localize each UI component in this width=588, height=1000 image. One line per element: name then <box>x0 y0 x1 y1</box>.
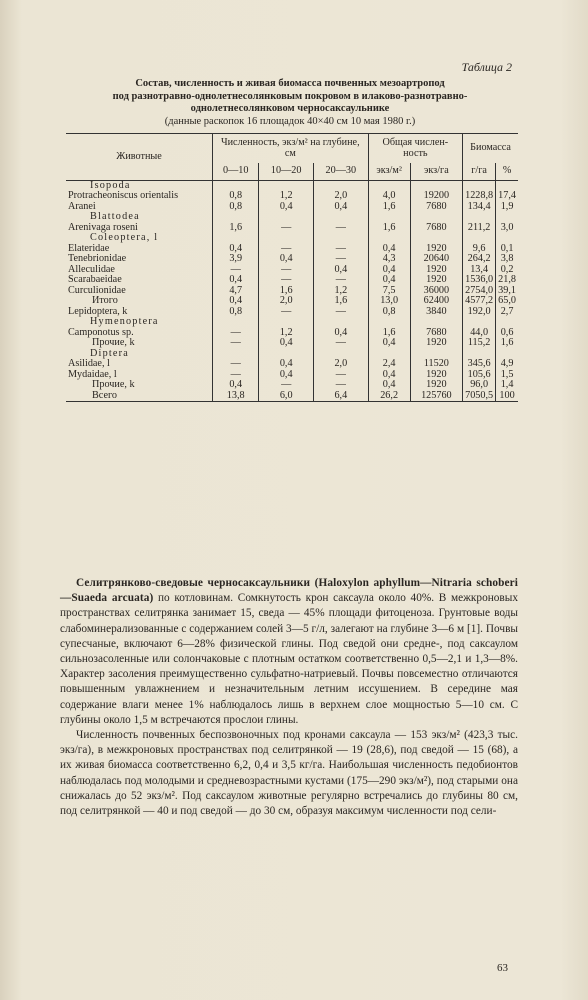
value-cell: — <box>314 338 369 349</box>
value-cell: 13,0 <box>368 296 410 307</box>
value-cell: 20640 <box>410 254 462 265</box>
value-cell: 0,6 <box>496 328 518 339</box>
value-cell: 13,4 <box>463 265 496 276</box>
value-cell <box>410 317 462 328</box>
value-cell: 115,2 <box>463 338 496 349</box>
value-cell: 2,7 <box>496 307 518 318</box>
group-name: Diptera <box>90 347 129 359</box>
taxon-name: Всего <box>66 391 213 402</box>
data-table <box>66 133 518 402</box>
value-cell: 1536,0 <box>463 275 496 286</box>
value-cell <box>259 317 314 328</box>
taxon-name: Arenivaga roseni <box>68 221 138 233</box>
value-cell: 0,4 <box>314 265 369 276</box>
taxon-name: Camponotus sp. <box>68 326 134 338</box>
value-cell: — <box>259 223 314 234</box>
value-cell: 1,9 <box>496 202 518 213</box>
value-cell: 0,4 <box>368 265 410 276</box>
value-cell: 7680 <box>410 223 462 234</box>
value-cell: — <box>259 307 314 318</box>
paragraph: Численность почвенных беспозвоночных под кронами саксаула — 153 экз/м² (423,3 тыс. экз/га), в межкроновых пространствах под селитрянкой — 19 (28,6), под сведой — 15 (68), а их живая биомасса соответственно 6,2, 0,4 и 3,5 кг/га. Наибольшая численность педобионтов наблюдалась под молодыми и средневозрастными кустами (175—290 экз/м²), под старыми она снижалась до 52 экз/м². Под саксаулом животные регулярно встречались до глубины 80 см, под селитрянкой — 40 и под сведой — до 30 см, образуя максимум численности под сели- <box>60 729 518 818</box>
table-row <box>66 338 518 349</box>
value-cell: 4577,2 <box>463 296 496 307</box>
value-cell <box>259 212 314 223</box>
value-cell: 0,4 <box>259 254 314 265</box>
value-cell: 134,4 <box>463 202 496 213</box>
value-cell: 1,5 <box>496 370 518 381</box>
value-cell: — <box>259 265 314 276</box>
value-cell: 0,4 <box>368 338 410 349</box>
body-text <box>60 576 518 819</box>
group-name: Coleoptera, l <box>90 232 159 243</box>
value-cell <box>314 233 369 244</box>
value-cell: 4,7 <box>213 286 259 297</box>
value-cell: 1,2 <box>259 328 314 339</box>
value-cell: 1,2 <box>259 191 314 202</box>
value-cell: 96,0 <box>463 380 496 391</box>
value-cell <box>368 317 410 328</box>
taxon-name: Elateridae <box>68 242 110 254</box>
value-cell: 3840 <box>410 307 462 318</box>
table-row <box>66 265 518 276</box>
caption-line: Состав, численность и живая биомасса почвенных мезоартропод <box>135 78 445 89</box>
table-row <box>66 275 518 286</box>
value-cell: 62400 <box>410 296 462 307</box>
value-cell <box>496 233 518 244</box>
value-cell: 0,8 <box>368 307 410 318</box>
group-name: Isopoda <box>90 179 131 191</box>
value-cell: 0,4 <box>259 338 314 349</box>
value-cell: 0,4 <box>368 370 410 381</box>
value-cell <box>463 233 496 244</box>
taxon-name: Aranei <box>68 200 96 212</box>
value-cell: 39,1 <box>496 286 518 297</box>
taxon-name: Asilidae, l <box>68 358 110 369</box>
value-cell: — <box>314 380 369 391</box>
paragraph-heading: Селитрянково-сведовые черносаксаульники (Haloxylon aphyllum—Nitraria schoberi—Suaeda arcuata) <box>60 577 518 605</box>
table-label: Таблица 2 <box>461 60 512 74</box>
value-cell: 1920 <box>410 265 462 276</box>
value-cell: 0,8 <box>213 202 259 213</box>
value-cell: 9,6 <box>463 244 496 255</box>
value-cell: 0,8 <box>213 191 259 202</box>
sub-header-cell: 0—10 <box>213 163 259 180</box>
value-cell: — <box>314 275 369 286</box>
value-cell: 4,3 <box>368 254 410 265</box>
caption-subtitle: (данные раскопок 16 площадок 40×40 см 10 мая 1980 г.) <box>164 115 416 127</box>
taxon-name: Lepidoptera, k <box>68 305 128 317</box>
sub-header-cell: 10—20 <box>259 163 314 180</box>
table-row <box>66 296 518 307</box>
taxon-name: Прочие, k <box>92 337 135 348</box>
value-cell: — <box>213 338 259 349</box>
value-cell: 1,4 <box>496 380 518 391</box>
taxon-name: Alleculidae <box>68 263 115 275</box>
value-cell <box>496 212 518 223</box>
value-cell: 0,4 <box>213 380 259 391</box>
value-cell <box>314 317 369 328</box>
value-cell: 100 <box>496 391 518 402</box>
value-cell: — <box>259 275 314 286</box>
value-cell: — <box>213 265 259 276</box>
group-name: Hymenoptera <box>90 316 159 327</box>
value-cell: 3,8 <box>496 254 518 265</box>
sub-header-cell: экз/га <box>410 163 462 180</box>
value-cell: 0,4 <box>213 244 259 255</box>
table-caption <box>60 78 520 128</box>
table-row <box>66 191 518 202</box>
value-cell: — <box>259 380 314 391</box>
caption-line: однолетнесолянковом черносаксаульнике <box>190 103 390 114</box>
paragraph <box>60 576 518 728</box>
value-cell: 6,4 <box>314 391 369 402</box>
value-cell: 1,2 <box>314 286 369 297</box>
taxon-name: Mydaidae, l <box>68 368 117 380</box>
value-cell: 0,4 <box>213 296 259 307</box>
value-cell: 0,4 <box>213 275 259 286</box>
value-cell: — <box>213 359 259 370</box>
table-row <box>66 391 518 402</box>
table-row <box>66 254 518 265</box>
value-cell: 1920 <box>410 338 462 349</box>
value-cell: 1,6 <box>496 338 518 349</box>
value-cell: 65,0 <box>496 296 518 307</box>
value-cell <box>463 317 496 328</box>
taxon-name: Итого <box>92 295 118 306</box>
value-cell: 21,8 <box>496 275 518 286</box>
value-cell: 0,8 <box>213 307 259 318</box>
value-cell: 0,4 <box>259 359 314 370</box>
value-cell: 13,8 <box>213 391 259 402</box>
value-cell: 1920 <box>410 370 462 381</box>
value-cell: 0,4 <box>259 370 314 381</box>
value-cell: 3,9 <box>213 254 259 265</box>
value-cell: 4,0 <box>368 191 410 202</box>
value-cell <box>410 233 462 244</box>
value-cell: 6,0 <box>259 391 314 402</box>
value-cell: 0,4 <box>314 202 369 213</box>
value-cell: 17,4 <box>496 191 518 202</box>
value-cell: 0,4 <box>259 202 314 213</box>
value-cell: 0,1 <box>496 244 518 255</box>
value-cell: — <box>314 254 369 265</box>
value-cell <box>368 212 410 223</box>
value-cell: 125760 <box>410 391 462 402</box>
value-cell <box>314 212 369 223</box>
group-row <box>66 212 518 223</box>
value-cell: — <box>213 370 259 381</box>
value-cell: 0,4 <box>368 244 410 255</box>
value-cell: 264,2 <box>463 254 496 265</box>
value-cell: 7680 <box>410 202 462 213</box>
value-cell: 11520 <box>410 359 462 370</box>
value-cell: — <box>259 244 314 255</box>
group-row <box>66 233 518 244</box>
value-cell: 7680 <box>410 328 462 339</box>
value-cell <box>368 233 410 244</box>
value-cell: 2,0 <box>314 191 369 202</box>
col-header-density: Численность, экз/м² на глубине, см <box>213 134 369 164</box>
value-cell: — <box>213 328 259 339</box>
taxon-name: Scarabaeidae <box>68 274 122 285</box>
col-header-animals: Животные <box>66 134 213 181</box>
value-cell: — <box>314 370 369 381</box>
caption-line: под разнотравно-однолетнесолянковым покровом в илаково-разнотравно- <box>112 90 468 102</box>
value-cell: 1,6 <box>368 202 410 213</box>
value-cell: 1,6 <box>368 223 410 234</box>
col-header-total: Общая числен-ность <box>368 134 463 164</box>
value-cell <box>213 317 259 328</box>
taxon-name: Protracheoniscus orientalis <box>68 190 179 201</box>
value-cell: 211,2 <box>463 223 496 234</box>
value-cell: 105,6 <box>463 370 496 381</box>
value-cell <box>496 317 518 328</box>
value-cell: 1,6 <box>213 223 259 234</box>
value-cell: 1920 <box>410 275 462 286</box>
value-cell: 2754,0 <box>463 286 496 297</box>
taxon-name: Прочие, k <box>92 379 135 390</box>
value-cell: 7,5 <box>368 286 410 297</box>
table-body <box>66 180 518 402</box>
value-cell: 2,0 <box>314 359 369 370</box>
value-cell: — <box>314 307 369 318</box>
value-cell: 4,9 <box>496 359 518 370</box>
value-cell: 19200 <box>410 191 462 202</box>
value-cell: 3,0 <box>496 223 518 234</box>
value-cell: 192,0 <box>463 307 496 318</box>
value-cell: 7050,5 <box>463 391 496 402</box>
value-cell: 1,6 <box>368 328 410 339</box>
value-cell <box>213 212 259 223</box>
paragraph-text: по котловинам. Сомкнутость крон саксаула около 40%. В межкроновых пространствах селитрянка занимает 15, сведа — 45% площади фитоценоза. Грунтовые воды слабоминерализованные с содержанием солей 3—5 г/л, залегают на глубине 3—6 м [1]. Почвы супесчаные, включают 6—28% физической глины. Под сведой они средне-, под саксаулом сильнозасоленные или солончаковые с плотным остатком соответственно 0,5—2,1 и 1,3—8%. Характер засоления преимущественно сульфатно-натриевый. Почвы повсеместно отличаются повышенным увлажнением и незначительным летним иссушением. В середине мая содержание влаги менее 1% наблюдалось лишь в верхнем слое мощностью 5—10 см. С глубины около 1,5 м встречаются прослои глины. <box>60 592 518 726</box>
value-cell: — <box>314 223 369 234</box>
value-cell <box>213 233 259 244</box>
sub-header-cell: экз/м² <box>368 163 410 180</box>
value-cell: 0,4 <box>314 328 369 339</box>
value-cell: 2,0 <box>259 296 314 307</box>
value-cell: 0,4 <box>368 380 410 391</box>
taxon-name: Tenebrionidae <box>68 253 127 264</box>
col-header-biomass: Биомасса <box>463 134 518 164</box>
value-cell: 1,6 <box>259 286 314 297</box>
value-cell: 1920 <box>410 244 462 255</box>
taxon-name: Curculionidae <box>68 284 126 296</box>
value-cell: — <box>314 244 369 255</box>
value-cell: 36000 <box>410 286 462 297</box>
value-cell: 2,4 <box>368 359 410 370</box>
sub-header-cell: 20—30 <box>314 163 369 180</box>
table-row <box>66 359 518 370</box>
value-cell: 0,4 <box>368 275 410 286</box>
table-row <box>66 380 518 391</box>
value-cell: 345,6 <box>463 359 496 370</box>
group-row <box>66 317 518 328</box>
value-cell: 44,0 <box>463 328 496 339</box>
value-cell <box>259 233 314 244</box>
group-name: Blattodea <box>90 211 140 222</box>
value-cell: 1,6 <box>314 296 369 307</box>
value-cell: 26,2 <box>368 391 410 402</box>
value-cell <box>463 212 496 223</box>
sub-header-cell: % <box>496 163 518 180</box>
value-cell: 1228,8 <box>463 191 496 202</box>
value-cell <box>410 212 462 223</box>
value-cell: 1920 <box>410 380 462 391</box>
page-number: 63 <box>497 962 508 974</box>
sub-header-cell: г/га <box>463 163 496 180</box>
value-cell: 0,2 <box>496 265 518 276</box>
